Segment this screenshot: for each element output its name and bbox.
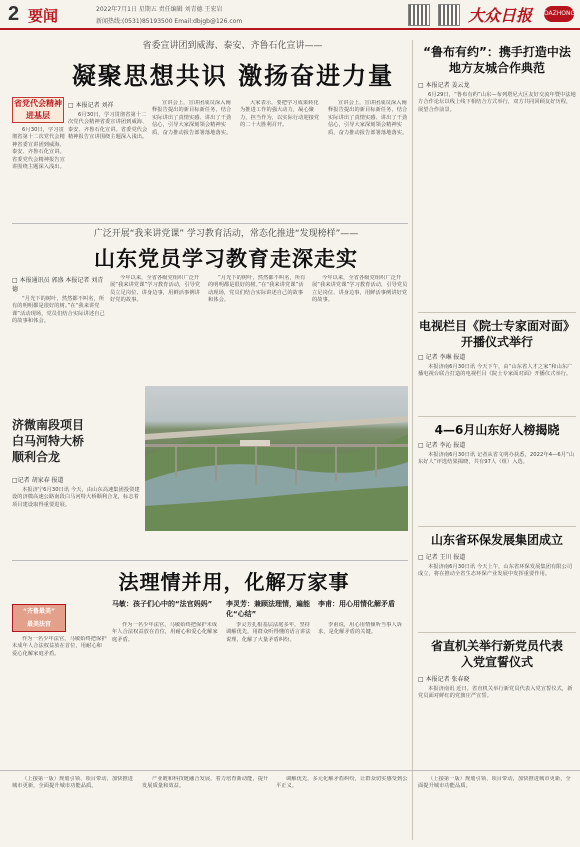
story2-paragraph: “月光下的树叶，然然都不叫名，所有的明明都是很好的树。”在“我来讲党课”活动现场，党员们结合实际讲述自己的故事和体会。 — [12, 296, 105, 325]
lead-paragraph: 6月30日，学习贯彻省第十二次党代会精神省委宣讲团到威海、泰安、齐鲁石化宣讲。省委党代会精神报告宣讲围绕主题深入浅出。 — [68, 112, 148, 141]
right-story1-byline: □ 本报记者 姜云龙 — [418, 82, 470, 89]
right-story5-paragraph: 本报济南讯 近日，省直机关举行新党员代表入党宣誓仪式，新党员面对鲜红的党旗庄严宣誓。 — [418, 686, 573, 700]
section-rule — [418, 312, 576, 313]
bridge-title-line2: 白马河特大桥 — [12, 434, 85, 448]
bridge-text — [12, 475, 142, 560]
column-divider — [412, 40, 413, 840]
bottom-paragraph: （上接第一版）规划引领、项目带动，加快推进城市更新，全面提升城市功能品质。 — [418, 776, 571, 790]
right-story1-text — [418, 80, 576, 290]
section-rule — [12, 560, 408, 561]
section-rule — [418, 416, 576, 417]
right-story2-paragraph: 本报济南6月30日讯 今天下午，由“山东省人才之家”和山东广播电视台联合打造的电视栏目《院士专家面对面》开播仪式举行。 — [418, 364, 573, 378]
right-story5-byline: □ 本报记者 张春晓 — [418, 676, 470, 683]
contact-meta: 新闻热线:(0531)85193500 Email:dbjgb@126.com — [96, 18, 243, 25]
right-story4-headline: 山东省环保发展集团成立 — [430, 533, 563, 547]
story2-paragraph: “月光下的树叶，然然都不叫名，所有的明明都是很好的树。”在“我来讲党课”活动现场，党员们结合实际讲述自己的故事和体会。 — [208, 275, 306, 304]
right-story3-byline: □ 记者 李沁 报道 — [418, 442, 466, 449]
law-headline: 法理情并用，化解万家事 — [118, 570, 350, 594]
lead-column-3 — [240, 100, 324, 220]
right-story1-title-line1: “鲁布有约”：携手打造中法 — [423, 45, 571, 59]
right-story2-headline — [418, 318, 576, 350]
right-story2-text — [418, 352, 576, 412]
bottom-column-2 — [142, 776, 272, 842]
logo-mark: DAZHONG — [544, 6, 574, 22]
lead-paragraph: 6月30日，学习贯彻省第十二次党代会精神省委宣讲团到威海、泰安、齐鲁石化宣讲。省委党代会精神报告宣讲围绕主题深入浅出。 — [12, 127, 65, 171]
section-rule — [418, 526, 576, 527]
bridge-photo — [145, 386, 408, 531]
lead-headline: 凝聚思想共识 激扬奋进力量 — [71, 62, 395, 90]
qr-code-icon — [438, 4, 460, 26]
bridge-title-line3: 顺利合龙 — [12, 450, 61, 464]
bridge-title-line1: 济微南段项目 — [12, 418, 85, 432]
lead-paragraph: 大家表示，要把学习成果转化为推进工作的强大动力，凝心聚力，担当作为，以实际行动迎接党的二十大胜利召开。 — [240, 100, 320, 129]
paper-logo: 大众日报 — [468, 6, 533, 25]
story2-paragraph: 今年以来，全省各级党组织广泛开展“我来讲党课”学习教育活动，引导党员立足岗位、讲身边事，用鲜活事例讲好党的故事。 — [110, 275, 201, 304]
story2-kicker: 广泛开展“我来讲党课” 学习教育活动，常态化推进“发现榜样”—— — [93, 229, 359, 239]
law-column-3 — [318, 622, 408, 766]
story2-column-3 — [208, 275, 308, 380]
story2-column-2 — [110, 275, 205, 380]
bottom-rule — [0, 770, 580, 771]
page-number: 2 — [8, 3, 20, 25]
law-subhead-2: 李灵芳：兼顾法理情，遍能化“心结” — [226, 600, 310, 618]
lead-column-0 — [12, 127, 66, 222]
lead-paragraph: 宣讲会上，宣讲团成员深入阐释报告提出的新目标新任务，结合实际讲出了真情实感、讲出了干劲信心，引导大家深刻领会精神实质，奋力推动报告部署落地落实。 — [152, 100, 232, 136]
issue-meta: 2022年7月1日 星期五 责任编辑 刘青德 王宏岩 — [96, 6, 223, 13]
section-rule — [418, 632, 576, 633]
bottom-column-1 — [12, 776, 137, 842]
right-story4-byline: □ 记者 王川 报道 — [418, 554, 466, 561]
lead-byline: □ 本报记者 刘祥 — [68, 102, 114, 109]
bridge-paragraph: 本报济宁6月30日讯 今天，由山东高速集团投资建设的济微高速公路南段白马河特大桥顺利合龙，标志着项目建设取得重要进展。 — [12, 487, 140, 508]
story2-column-1 — [12, 275, 107, 380]
law-paragraph: 李灵芳扎根基层法庭多年，坚持调解优先，用群众听得懂的语言讲法说理，化解了大量矛盾纠纷。 — [226, 622, 311, 643]
bottom-column-4 — [418, 776, 576, 842]
series-badge — [12, 97, 64, 123]
law-subhead-1: 马敏：孩子们心中的“法官妈妈” — [112, 600, 213, 608]
law-badge-line1: “齐鲁最美” — [23, 608, 55, 615]
right-story4-text — [418, 552, 576, 628]
right-story1-headline — [418, 44, 576, 76]
right-story5-headline — [418, 638, 576, 670]
right-story1-paragraph: 6月29日，“鲁布有约”山东—布列塔尼大区友好交流年暨中法地方合作论坛以线上线下相结合方式举行，双方共同回顾友好历程，展望合作前景。 — [418, 92, 576, 113]
lead-paragraph: 宣讲会上，宣讲团成员深入阐释报告提出的新目标新任务，结合实际讲出了真情实感、讲出了干劲信心，引导大家深刻领会精神实质，奋力推动报告部署落地落实。 — [328, 100, 408, 136]
right-story2-title-line1: 电视栏目《院士专家面对面》 — [418, 319, 575, 333]
right-story5-title-line1: 省直机关举行新党员代表 — [430, 639, 563, 653]
bottom-paragraph: 调解优先，多元化解矛盾纠纷，让群众切实感受到公平正义。 — [276, 776, 408, 790]
lead-column-2 — [152, 100, 236, 220]
right-story5-title-line2: 入党宣誓仪式 — [460, 655, 533, 669]
bridge-byline: □记者 胡家春 报道 — [12, 477, 64, 484]
right-story3-text — [418, 440, 576, 522]
bridge-headline — [12, 417, 142, 465]
story2-paragraph: 今年以来，全省各级党组织广泛开展“我来讲党课”学习教育活动，引导党员立足岗位、讲身边事，用鲜活事例讲好党的故事。 — [312, 275, 408, 304]
section-name: 要闻 — [28, 7, 59, 25]
story2-byline: □ 本报通讯员 郭盛 本报记者 刘青德 — [12, 277, 104, 293]
lead-column-1 — [68, 100, 148, 220]
right-story4-paragraph: 本报济南6月30日讯 今天上午，山东省环保发展集团有限公司成立，将在推动全省生态环保产业发展中发挥重要作用。 — [418, 564, 573, 578]
story2-headline: 山东党员学习教育走深走实 — [94, 247, 358, 271]
law-column-2 — [226, 622, 314, 766]
right-story2-title-line2: 开播仪式举行 — [460, 335, 533, 349]
bridge-photo-illustration — [145, 386, 408, 531]
lead-column-4 — [328, 100, 408, 220]
series-badge-line1: 省党代会精神 — [14, 99, 62, 108]
law-subhead-3: 李甫：用心用情化解矛盾 — [318, 600, 395, 608]
law-column-0 — [12, 636, 107, 766]
bottom-column-3 — [276, 776, 408, 842]
right-story3-paragraph: 本报济南6月30日讯 记者从省文明办获悉，2022年4—6月“山东好人”评选结果揭晓，共有97人（组）入选。 — [418, 452, 575, 466]
section-rule — [12, 223, 408, 224]
bottom-paragraph: 产业链和科技链融合发展，着力培育新动能，提升发展质量和效益。 — [142, 776, 269, 790]
law-badge-line2: 最美法官 — [26, 621, 51, 628]
qr-code-icon — [408, 4, 430, 26]
right-story3-headline: 4—6月山东好人榜揭晓 — [434, 423, 560, 437]
series-badge-line2: 进基层 — [26, 111, 50, 120]
bottom-paragraph: （上接第一版）规划引领、项目带动，加快推进城市更新，全面提升城市功能品质。 — [12, 776, 134, 790]
right-story2-byline: □ 记者 李琳 报道 — [418, 354, 466, 361]
story2-column-4 — [312, 275, 408, 380]
law-paragraph: 李甫说，用心用情倾听当事人诉求，是化解矛盾的关键。 — [318, 622, 403, 636]
law-column-1 — [112, 622, 220, 766]
law-paragraph: 作为一名少年法官，马敏始终把保护未成年人合法权益放在首位，用耐心和爱心化解家庭矛盾。 — [12, 636, 107, 657]
right-story5-text — [418, 674, 576, 766]
law-paragraph: 作为一名少年法官，马敏始终把保护未成年人合法权益放在首位，用耐心和爱心化解家庭矛盾。 — [112, 622, 218, 643]
lead-kicker: 省委宣讲团到威海、泰安、齐鲁石化宣讲—— — [142, 41, 323, 51]
right-story1-title-line2: 地方友城合作典范 — [448, 61, 545, 75]
masthead — [0, 0, 580, 30]
law-badge — [12, 604, 66, 632]
